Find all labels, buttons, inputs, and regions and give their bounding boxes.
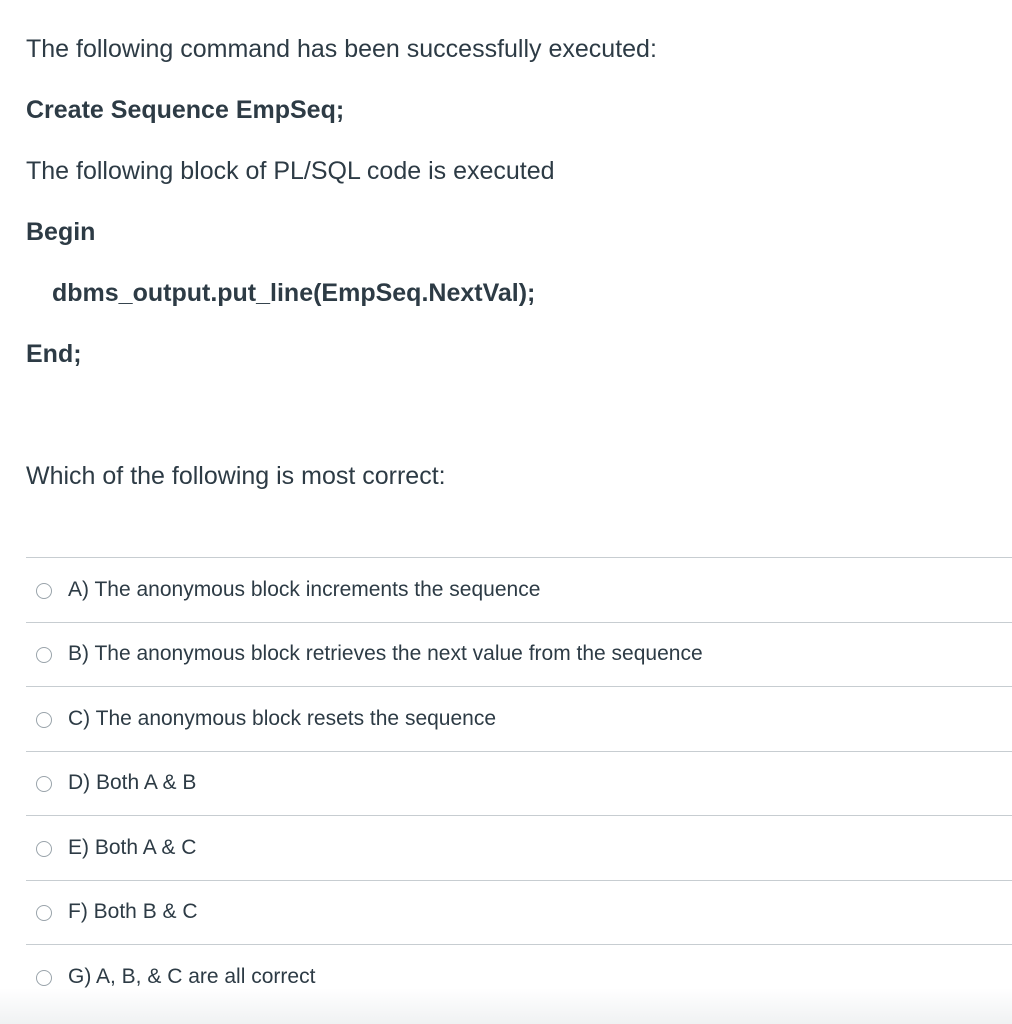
radio-button-icon[interactable] [36, 970, 52, 986]
answer-option-a[interactable] [26, 558, 1012, 623]
radio-button-icon[interactable] [36, 776, 52, 792]
question-prompt: Which of the following is most correct: [26, 462, 446, 490]
create-sequence-statement: Create Sequence EmpSeq; [26, 96, 345, 124]
answer-option-g[interactable] [26, 945, 1012, 1009]
radio-button-icon[interactable] [36, 647, 52, 663]
radio-button-icon[interactable] [36, 583, 52, 599]
answer-option-e[interactable] [26, 816, 1012, 881]
radio-button-icon[interactable] [36, 905, 52, 921]
radio-button-icon[interactable] [36, 841, 52, 857]
answer-label: D) Both A & B [68, 771, 197, 795]
answer-option-d[interactable] [26, 752, 1012, 817]
answer-label: E) Both A & C [68, 835, 197, 859]
answer-label: B) The anonymous block retrieves the next value from the sequence [68, 642, 703, 666]
answer-label: G) A, B, & C are all correct [68, 964, 316, 988]
code-line: dbms_output.put_line(EmpSeq.NextVal); [52, 279, 536, 307]
end-keyword: End; [26, 340, 82, 368]
answer-option-b[interactable] [26, 623, 1012, 688]
block-intro: The following block of PL/SQL code is executed [26, 157, 555, 185]
answer-label: F) Both B & C [68, 900, 198, 924]
answer-list [26, 557, 1012, 1009]
answer-label: C) The anonymous block resets the sequence [68, 706, 497, 730]
begin-keyword: Begin [26, 218, 96, 246]
answer-label: A) The anonymous block increments the sequence [68, 577, 541, 601]
radio-button-icon[interactable] [36, 712, 52, 728]
answer-option-f[interactable] [26, 881, 1012, 946]
question-intro: The following command has been successfully executed: [26, 35, 657, 63]
answer-option-c[interactable] [26, 687, 1012, 752]
